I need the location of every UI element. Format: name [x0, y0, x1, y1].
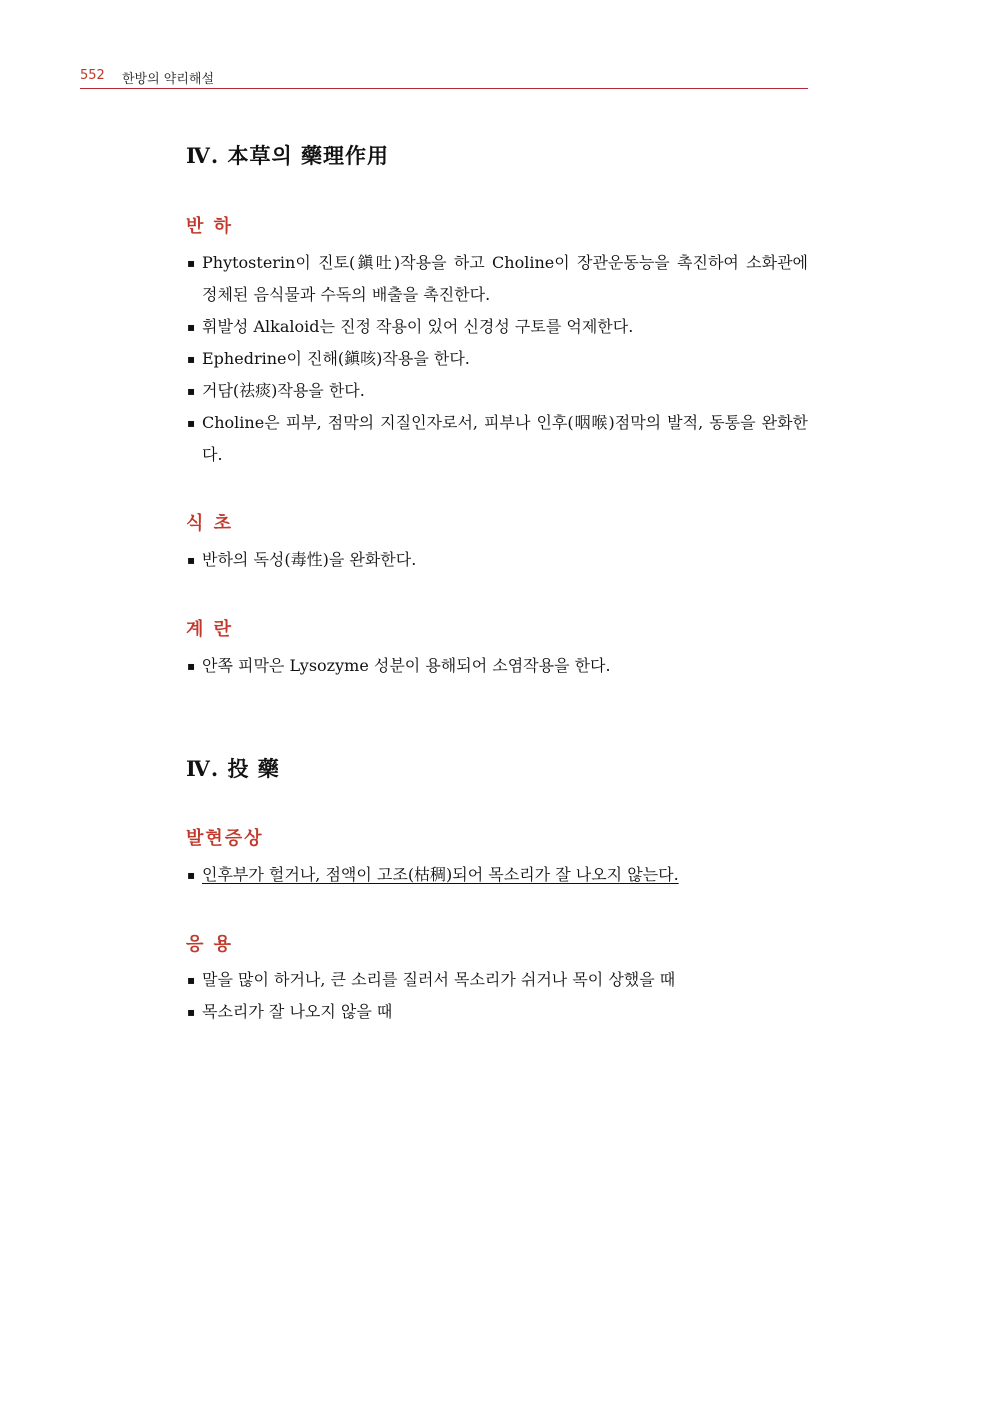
symptoms-list — [186, 859, 808, 891]
list-item: ▪ 거담(祛痰)작용을 한다. — [186, 375, 808, 407]
vinegar-list — [186, 544, 808, 576]
list-item: ▪ Ephedrine이 진해(鎭咳)작용을 한다. — [186, 343, 808, 375]
section-title-administration: Ⅳ. 投 藥 — [186, 756, 280, 781]
list-item: ▪ 말을 많이 하거나, 큰 소리를 질러서 목소리가 쉬거나 목이 상했을 때 — [186, 964, 808, 996]
subheading-banha: 반 하 — [186, 216, 234, 237]
egg-list — [186, 650, 808, 682]
bullet-icon: ▪ — [187, 352, 196, 366]
bullet-icon: ▪ — [187, 553, 196, 567]
subheading-application: 응 용 — [186, 934, 234, 955]
bullet-icon: ▪ — [187, 659, 196, 673]
bullet-icon: ▪ — [187, 973, 196, 987]
page-number: 552 — [80, 68, 105, 83]
bullet-icon: ▪ — [187, 416, 196, 430]
bullet-icon: ▪ — [187, 320, 196, 334]
banha-list — [186, 247, 808, 471]
list-item: ▪ 휘발성 Alkaloid는 진정 작용이 있어 신경성 구토를 억제한다. — [186, 311, 808, 343]
subheading-symptoms: 발현증상 — [186, 828, 264, 849]
bullet-icon: ▪ — [187, 868, 196, 882]
application-list — [186, 964, 808, 1028]
running-title: 한방의 약리해설 — [122, 72, 215, 87]
subheading-vinegar: 식 초 — [186, 513, 234, 534]
list-item: ▪ 인후부가 헐거나, 점액이 고조(枯稠)되어 목소리가 잘 나오지 않는다. — [186, 859, 808, 891]
list-item: ▪ 안쪽 피막은 Lysozyme 성분이 용해되어 소염작용을 한다. — [186, 650, 808, 682]
list-item: ▪ 목소리가 잘 나오지 않을 때 — [186, 996, 808, 1028]
bullet-icon: ▪ — [187, 1005, 196, 1019]
subheading-egg: 계 란 — [186, 619, 234, 640]
page-header — [80, 66, 808, 89]
bullet-icon: ▪ — [187, 256, 196, 270]
list-item: ▪ Choline은 피부, 점막의 지질인자로서, 피부나 인후(咽喉)점막의 발적, 동통을 완화한다. — [186, 407, 808, 471]
bullet-icon: ▪ — [187, 384, 196, 398]
list-item: ▪ Phytosterin이 진토(鎭吐)작용을 하고 Choline이 장관운동능을 촉진하여 소화관에 정체된 음식물과 수독의 배출을 촉진한다. — [186, 247, 808, 311]
section-title-pharmacology: Ⅳ. 本草의 藥理作用 — [186, 143, 390, 168]
list-item: ▪ 반하의 독성(毒性)을 완화한다. — [186, 544, 808, 576]
